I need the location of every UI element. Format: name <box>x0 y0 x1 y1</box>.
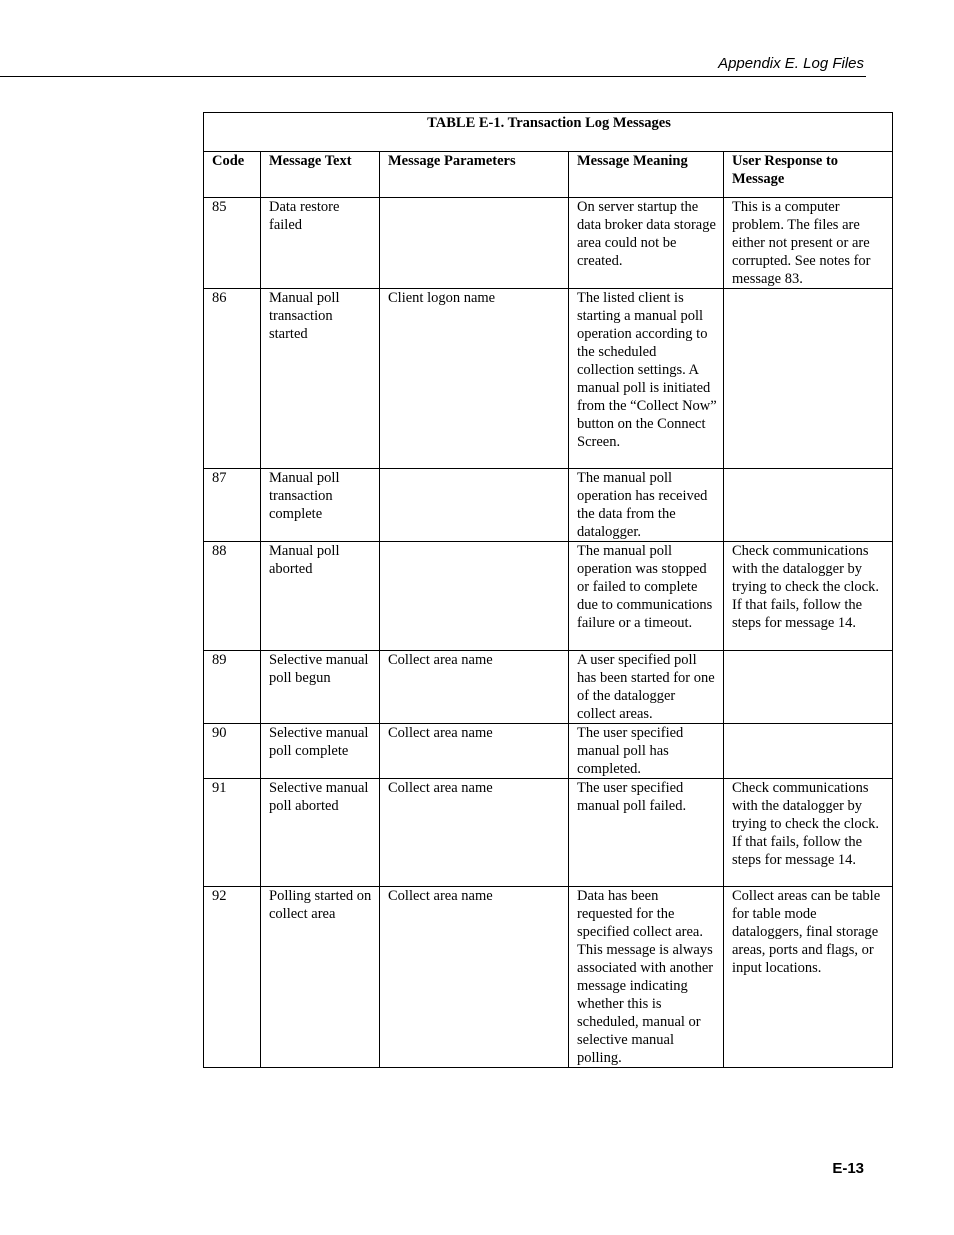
cell-user-response <box>724 289 893 469</box>
cell-message-meaning: The manual poll operation has received the data from the datalogger. <box>569 469 724 542</box>
table-row <box>204 289 893 469</box>
cell-code: 88 <box>204 542 261 651</box>
cell-user-response <box>724 469 893 542</box>
table-row <box>204 724 893 779</box>
cell-message-parameters <box>380 469 569 542</box>
cell-code: 89 <box>204 651 261 724</box>
cell-message-text: Manual poll transaction complete <box>261 469 380 542</box>
table-row <box>204 198 893 289</box>
cell-message-parameters: Collect area name <box>380 651 569 724</box>
cell-message-parameters <box>380 542 569 651</box>
running-header: Appendix E. Log Files <box>718 55 864 72</box>
table-row <box>204 887 893 1068</box>
cell-message-parameters: Client logon name <box>380 289 569 469</box>
cell-message-meaning: The listed client is starting a manual poll operation according to the scheduled collection settings. A manual poll is initiated from the “Collect Now” button on the Connect Screen. <box>569 289 724 469</box>
cell-message-meaning: The user specified manual poll has completed. <box>569 724 724 779</box>
header-divider <box>0 76 866 77</box>
table-caption: TABLE E-1. Transaction Log Messages <box>204 113 893 152</box>
cell-message-text: Selective manual poll aborted <box>261 779 380 887</box>
cell-message-parameters <box>380 198 569 289</box>
cell-user-response: Check communications with the datalogger by trying to check the clock. If that fails, follow the steps for message 14. <box>724 779 893 887</box>
cell-message-text: Polling started on collect area <box>261 887 380 1068</box>
table-caption-row <box>204 113 893 152</box>
transaction-log-table <box>203 112 893 1068</box>
cell-code: 86 <box>204 289 261 469</box>
cell-message-text: Data restore failed <box>261 198 380 289</box>
cell-user-response: This is a computer problem. The files are either not present or are corrupted. See notes for message 83. <box>724 198 893 289</box>
table-body <box>204 198 893 1068</box>
column-header-message-text: Message Text <box>261 152 380 198</box>
cell-user-response: Collect areas can be table for table mode dataloggers, final storage areas, ports and flags, or input locations. <box>724 887 893 1068</box>
cell-code: 85 <box>204 198 261 289</box>
column-header-user-response: User Response to Message <box>724 152 893 198</box>
table-row <box>204 779 893 887</box>
table-row <box>204 469 893 542</box>
cell-code: 87 <box>204 469 261 542</box>
cell-user-response <box>724 651 893 724</box>
cell-message-parameters: Collect area name <box>380 887 569 1068</box>
table-row <box>204 651 893 724</box>
cell-message-parameters: Collect area name <box>380 724 569 779</box>
cell-message-meaning: Data has been requested for the specified collect area. This message is always associated with another message indicating whether this is scheduled, manual or selective manual polling. <box>569 887 724 1068</box>
cell-message-text: Manual poll aborted <box>261 542 380 651</box>
cell-message-meaning: The manual poll operation was stopped or failed to complete due to communications failure or a timeout. <box>569 542 724 651</box>
page-number: E-13 <box>832 1160 864 1177</box>
column-header-message-parameters: Message Parameters <box>380 152 569 198</box>
cell-message-meaning: The user specified manual poll failed. <box>569 779 724 887</box>
table-row <box>204 542 893 651</box>
column-header-code: Code <box>204 152 261 198</box>
cell-code: 91 <box>204 779 261 887</box>
cell-message-meaning: A user specified poll has been started for one of the datalogger collect areas. <box>569 651 724 724</box>
cell-user-response <box>724 724 893 779</box>
cell-message-parameters: Collect area name <box>380 779 569 887</box>
cell-message-meaning: On server startup the data broker data storage area could not be created. <box>569 198 724 289</box>
table-header-row <box>204 152 893 198</box>
column-header-message-meaning: Message Meaning <box>569 152 724 198</box>
cell-code: 92 <box>204 887 261 1068</box>
cell-code: 90 <box>204 724 261 779</box>
cell-message-text: Selective manual poll complete <box>261 724 380 779</box>
cell-message-text: Manual poll transaction started <box>261 289 380 469</box>
cell-message-text: Selective manual poll begun <box>261 651 380 724</box>
cell-user-response: Check communications with the datalogger by trying to check the clock. If that fails, follow the steps for message 14. <box>724 542 893 651</box>
